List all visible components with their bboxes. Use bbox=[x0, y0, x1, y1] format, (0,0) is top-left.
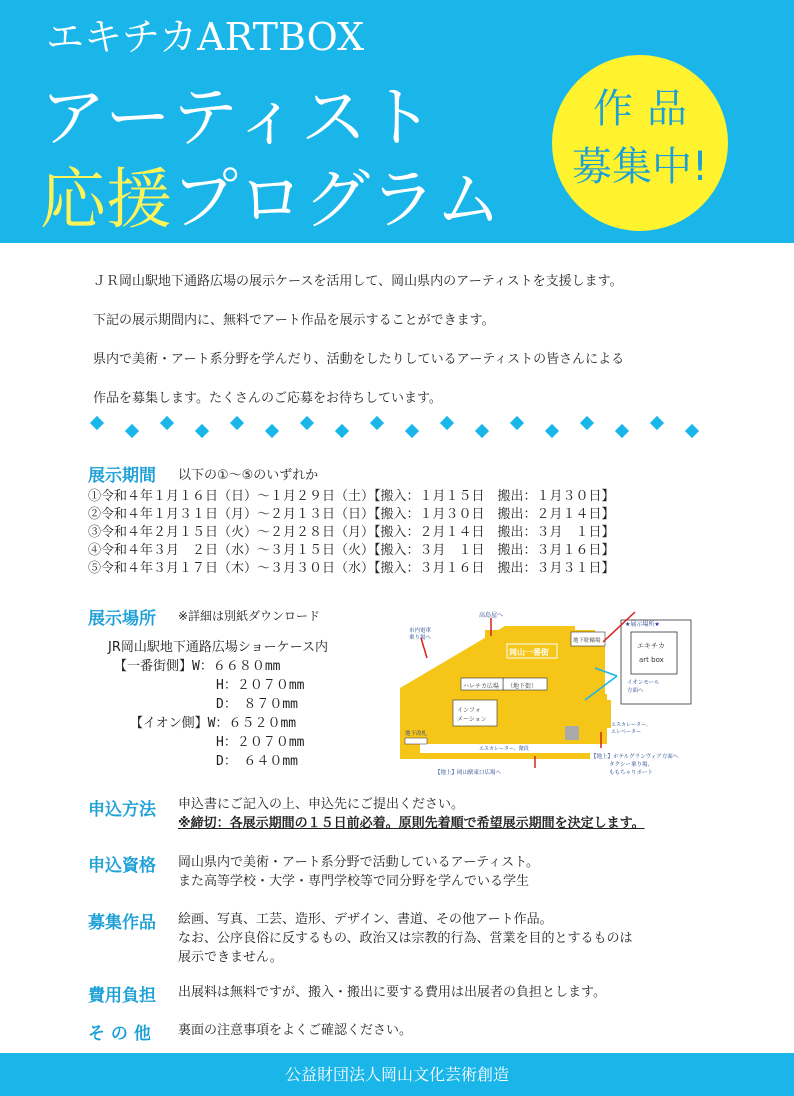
period-item: ②令和４年１月３１日（月）～２月１３日（日）【搬入：１月３０日 搬出：２月１４日】 bbox=[88, 507, 615, 522]
aeon-width: W：６５２０mm bbox=[207, 716, 297, 731]
qualification-title: 申込資格 bbox=[88, 856, 156, 876]
diamond-mark bbox=[545, 424, 559, 438]
map-label-takashimaya: 高島屋へ bbox=[479, 612, 504, 619]
diamond-mark bbox=[335, 424, 349, 438]
map-label-parking: 地下駐輪場 bbox=[573, 638, 601, 644]
diamond-mark bbox=[405, 424, 419, 438]
program-series-title: エキチカARTBOX bbox=[46, 15, 365, 59]
map-label-hotel1: 【地上】ホテルグランヴィア方面へ bbox=[591, 754, 679, 760]
period-item: ①令和４年１月１６日（日）～１月２９日（土）【搬入：１月１５日 搬出：１月３０日】 bbox=[88, 489, 615, 504]
diamond-mark bbox=[195, 424, 209, 438]
title-rest: プログラム bbox=[172, 161, 502, 238]
diamond-divider bbox=[88, 414, 718, 444]
period-title: 展示期間 bbox=[88, 466, 156, 486]
works-title: 募集作品 bbox=[88, 913, 156, 933]
place-location: JR岡山駅地下通路広場ショーケース内 bbox=[108, 640, 328, 655]
title-highlight: 応援 bbox=[40, 161, 172, 238]
works-text bbox=[178, 910, 632, 967]
diamond-mark bbox=[90, 416, 104, 430]
apply-text bbox=[178, 795, 645, 833]
escalator-block bbox=[565, 726, 579, 740]
period-list bbox=[88, 488, 615, 578]
aeon-label: 【イオン側】 bbox=[130, 716, 208, 731]
map-label-escalator: エスカレーター、階段 bbox=[479, 746, 529, 752]
qualification-text bbox=[178, 853, 539, 891]
intro-line: 下記の展示期間内に、無料でアート作品を展示することができます。 bbox=[93, 313, 495, 328]
period-item: ③令和４年２月１５日（火）～２月２８日（月）【搬入：２月１４日 搬出：３月 １日】 bbox=[88, 525, 615, 540]
diamond-mark bbox=[370, 416, 384, 430]
map-label-ichibangai: 岡山一番街 bbox=[509, 648, 549, 657]
map-artbox-line2: art box bbox=[639, 656, 664, 664]
footer bbox=[0, 1053, 794, 1096]
map-label-tram: 市内電車 bbox=[409, 628, 432, 634]
map-label-info1: インフォ bbox=[457, 707, 481, 714]
organization-name: 公益財団法人岡山文化芸術創造 bbox=[284, 1065, 509, 1084]
map-box bbox=[405, 738, 427, 744]
ichiban-width: W：６６８０mm bbox=[192, 659, 281, 674]
intro-line: ＪＲ岡山駅地下通路広場の展示ケースを活用して、岡山県内のアーティストを支援します。 bbox=[93, 274, 623, 289]
place-details bbox=[108, 638, 328, 771]
recruiting-badge bbox=[552, 55, 728, 231]
intro-line: 作品を募集します。たくさんのご応募をお待ちしています。 bbox=[93, 391, 442, 406]
map-block bbox=[400, 753, 590, 759]
qualification-line: 岡山県内で美術・アート系分野で活動しているアーティスト。 bbox=[178, 855, 540, 870]
aeon-depth: D： ６４０mm bbox=[216, 754, 298, 769]
diamond-mark bbox=[440, 416, 454, 430]
map-label-hotel3: ももちゃりポート bbox=[609, 770, 654, 776]
map-label-aeon2: 方面へ bbox=[627, 688, 644, 694]
diamond-mark bbox=[615, 424, 629, 438]
map-label-harechika: ハレチカ広場 bbox=[463, 683, 499, 690]
works-line: 絵画、写真、工芸、造形、デザイン、書道、その他アート作品。 bbox=[178, 912, 553, 927]
diamond-mark bbox=[125, 424, 139, 438]
diamond-mark bbox=[650, 416, 664, 430]
works-line: 展示できません。 bbox=[178, 950, 283, 965]
map-label-east-exit: 【地上】岡山駅東口広場へ bbox=[435, 770, 502, 776]
intro-line: 県内で美術・アート系分野を学んだり、活動をしたりしているアーティストの皆さんによる bbox=[93, 352, 625, 367]
map-label-chikagai: （地下街） bbox=[507, 683, 538, 690]
diamond-mark bbox=[300, 416, 314, 430]
apply-line: 申込書にご記入の上、申込先にご提出ください。 bbox=[178, 797, 465, 812]
period-item: ⑤令和４年３月１７日（木）～３月３０日（水）【搬入：３月１６日 搬出：３月３１日】 bbox=[88, 561, 615, 576]
program-title-line2 bbox=[40, 146, 501, 241]
cost-text: 出展料は無料ですが、搬入・搬出に要する費用は出展者の負担とします。 bbox=[178, 985, 606, 1000]
diamond-mark bbox=[230, 416, 244, 430]
program-title-line1: アーティスト bbox=[40, 79, 435, 156]
diamond-mark bbox=[160, 416, 174, 430]
map-label-esc-elev2: エレベーター bbox=[611, 729, 642, 735]
map-label-esc-elev1: エスカレーター、 bbox=[611, 722, 651, 728]
map-label-hotel2: タクシー乗り場、 bbox=[609, 762, 654, 768]
apply-deadline: ※締切：各展示期間の１５日前必着。原則先着順で希望展示期間を決定します。 bbox=[178, 816, 645, 831]
map-label-aeon1: イオンモール bbox=[627, 680, 660, 686]
map-label-info2: メーション bbox=[457, 716, 487, 723]
place-note: ※詳細は別紙ダウンロード bbox=[178, 609, 321, 623]
badge-line2: 募集中! bbox=[571, 144, 709, 190]
apply-title: 申込方法 bbox=[88, 800, 156, 820]
place-title: 展示場所 bbox=[88, 609, 156, 629]
other-text: 裏面の注意事項をよくご確認ください。 bbox=[178, 1023, 413, 1038]
map-label-gate: 地下改札 bbox=[405, 731, 428, 737]
diamond-mark bbox=[265, 424, 279, 438]
other-title: そ の 他 bbox=[88, 1024, 151, 1044]
works-line: なお、公序良俗に反するもの、政治又は宗教的行為、営業を目的とするものは bbox=[178, 931, 633, 946]
period-subtitle: 以下の①～⑤のいずれか bbox=[178, 468, 319, 483]
cost-title: 費用負担 bbox=[88, 986, 156, 1006]
intro-text bbox=[93, 272, 713, 428]
qualification-line: また高等学校・大学・専門学校等で同分野を学んでいる学生 bbox=[178, 874, 530, 889]
artbox-box bbox=[631, 632, 677, 674]
map-label-tram2: 乗り場へ bbox=[409, 635, 432, 641]
venue-map bbox=[395, 608, 715, 780]
ichiban-label: 【一番街側】 bbox=[114, 659, 193, 674]
map-block bbox=[595, 700, 611, 728]
aeon-height: H：２０７０mm bbox=[216, 735, 305, 750]
period-item: ④令和４年３月 ２日（水）～３月１５日（火）【搬入：３月 １日 搬出：３月１６日】 bbox=[88, 543, 615, 558]
badge-line1: 作品 bbox=[593, 86, 701, 132]
ichiban-depth: D： ８７０mm bbox=[216, 697, 298, 712]
map-artbox-line1: エキチカ bbox=[637, 642, 665, 650]
diamond-mark bbox=[510, 416, 524, 430]
diamond-mark bbox=[685, 424, 699, 438]
map-legend-title: ★展示場所★ bbox=[625, 621, 660, 628]
diamond-mark bbox=[580, 416, 594, 430]
diamond-mark bbox=[475, 424, 489, 438]
ichiban-height: H：２０７０mm bbox=[216, 678, 305, 693]
